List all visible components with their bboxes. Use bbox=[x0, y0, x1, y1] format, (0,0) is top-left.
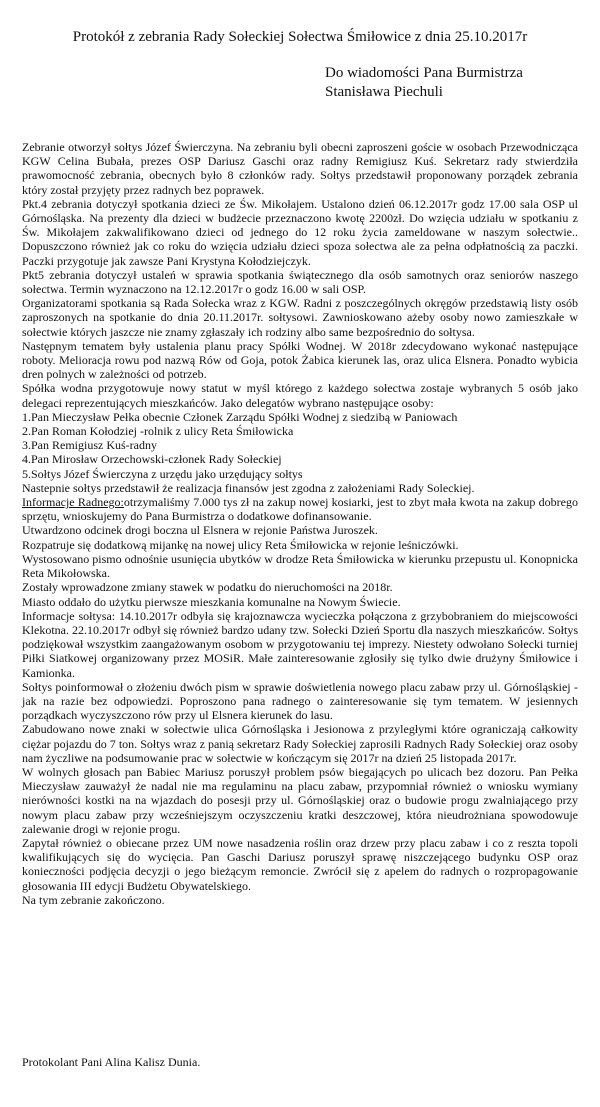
paragraph-housing: Miasto oddało do użytku pierwsze mieszkania komunalne na Nowym Świecie. bbox=[22, 594, 401, 609]
delegate-5: 5.Sołtys Józef Świerczyna z urzędu jako urzędujący sołtys bbox=[22, 466, 303, 481]
paragraph-soltys-info: Informacje sołtysa: 14.10.2017r odbyła się krajoznawcza wycieczka połączona z grzybobraniem do miejscowości Klekotna. 22.10.2017r odbył się również bardzo udany tzw. Sołecki Dzień Sportu dla naszych mieszkańców. Sołtys podziękował wszystkim zaangażowanym osobom w przygotowaniu tej imprezy. Niestety odwołano Sołecki turniej Piłki Siatkowej organizowany przez MOSiR. Małe zainteresowanie zgłosiły się tylko dwie drużyny Śmiłowice i Kamionka. bbox=[22, 608, 578, 680]
delegate-1: 1.Pan Mieczysław Pełka obecnie Członek Zarządu Spółki Wodnej z siedzibą w Paniowach bbox=[22, 409, 458, 424]
paragraph-closing: Na tym zebranie zakończono. bbox=[22, 892, 165, 907]
document-body bbox=[22, 140, 578, 907]
paragraph-lighting: Sołtys poinformował o złożeniu dwóch pism w sprawie doświetlenia nowego placu zabaw przy ul. Górnośląskiej -jak na razie bez odpowiedzi. Poproszono pana radnego o zainteresowanie się tym tematem. W jesiennych porządkach wyczyszczono rów przy ul Elsnera kierunek do lasu. bbox=[22, 679, 578, 723]
delegate-4: 4.Pan Mirosław Orzechowski-członek Rady Sołeckiej bbox=[22, 452, 282, 467]
paragraph-questions: Zapytał również o obiecane przez UM nowe nasadzenia roślin oraz drzew przy placu zabaw i co z reszta topoli kwalifikujących się do wycięcia. Pan Gaschi Dariusz poruszył sprawę niszczejącego budynku OSP oraz konieczności podjęcia decyzji o jego bieżącym remoncie. Zwrócił się z apelem do radnych o rozpropagowanie głosowania III edycji Budżetu Obywatelskiego. bbox=[22, 835, 578, 893]
delegate-3: 3.Pan Remigiusz Kuś-radny bbox=[22, 438, 157, 453]
paragraph-passing-place: Rozpatruje się dodatkową mijankę na nowej ulicy Reta Śmiłowicka w rejonie leśniczówki. bbox=[22, 537, 459, 552]
paragraph-statute: Spółka wodna przygotowuje nowy statut w myśl którego z każdego sołectwa zostaje wybranych 5 osób jako delegaci reprezentujących mieszkańców. Jako delegatów wybrano następujące osoby: bbox=[22, 381, 578, 410]
paragraph-item-5: Pkt5 zebrania dotyczył ustaleń w sprawia spotkania świątecznego dla osób samotnych oraz seniorów naszego sołectwa. Termin wyznaczono na 12.12.2017r o godz 16.00 w sali OSP. bbox=[22, 267, 578, 297]
paragraph-organizers: Organizatorami spotkania są Rada Sołecka wraz z KGW. Radni z poszczególnych okręgów przedstawią listy osób zaproszonych na spotkanie do dnia 20.11.2017r. sołtysowi. Zawnioskowano ażeby osoby nowo zamieszkałe w sołectwie których jaszcze nie znamy zgłaszały ich rodziny albo same bezpośrednio do sołtysa. bbox=[22, 296, 578, 339]
paragraph-road: Utwardzono odcinek drogi boczna ul Elsnera w rejonie Państwa Juroszek. bbox=[22, 523, 378, 538]
delegate-2: 2.Pan Roman Kołodziej -rolnik z ulicy Reta Śmiłowicka bbox=[22, 424, 294, 439]
signature: Protokolant Pani Alina Kalisz Dunia. bbox=[22, 1055, 201, 1069]
document-title: Protokół z zebrania Rady Sołeckiej Sołectwa Śmiłowice z dnia 25.10.2017r bbox=[72, 29, 528, 45]
paragraph-water-company: Następnym tematem były ustalenia planu pracy Spółki Wodnej. W 2018r zdecydowano wykonać następujące roboty. Melioracja rowu pod nazwą Rów od Goja, potok Żabica kierunek las, oraz ulica Elsnera. Ponadto wybicia dren polnych w zależności od potrzeb. bbox=[22, 338, 578, 382]
paragraph-tax: Zostały wprowadzone zmiany stawek w podatku do nieruchomości na 2018r. bbox=[22, 580, 393, 595]
addressee-line-2: Stanisława Piechuli bbox=[325, 84, 443, 100]
addressee-line-1: Do wiadomości Pana Burmistrza bbox=[325, 65, 523, 81]
paragraph-radny-info bbox=[22, 495, 578, 523]
paragraph-free-voices: W wolnych głosach pan Babiec Mariusz poruszył problem psów biegających po ulicach bez dozoru. Pan Pełka Mieczysław zauważył że nadal nie ma regulaminu na placu zabaw, przypomniał również o wniosku wymiany nierówności kostki na na wjazdach do posesji przy ul. Górnośląskiej oraz o budowie progu zwalniającego przy nowym placu zabaw przy wcześniejszym oczyszczeniu kratki deszczowej, która nieudrożniana spowodowuje zalewanie drogi w rejonie progu. bbox=[22, 764, 578, 836]
paragraph-opening: Zebranie otworzył sołtys Józef Świerczyna. Na zebraniu byli obecni zaproszeni goście w osobach Przewodnicząca KGW Celina Bubała, prezes OSP Dariusz Gaschi oraz radny Remigiusz Kuś. Sekretarz rady stwierdziła prawomocność zebrania, obecnych było 8 członków rady. Sołtys przedstawił proponowany porządek zebrania który został przyjęty przez radnych bez poprawek. bbox=[22, 140, 578, 197]
paragraph-finances: Nastepnie sołtys przedstawił że realizacja finansów jest zgodna z założeniami Rady Soleckiej. bbox=[22, 480, 475, 495]
radny-info-text: otrzymaliśmy 7.000 tys zł na zakup nowej kosiarki, jest to zbyt mała kwota na zakup dobrego sprzętu, wnioskujemy do Pana Burmistrza o dodatkowe dofinansowanie. bbox=[22, 495, 578, 524]
paragraph-signs: Zabudowano nowe znaki w sołectwie ulica Górnośląska i Jesionowa z przyległymi które ograniczają całkowity ciężar pojazdu do 7 ton. Sołtys wraz z panią sekretarz Rady Sołeckiej zaprosili Radnych Rady Sołeckiej oraz osoby nam życzliwe na podsumowanie prac w sołectwie w kończącym się 2017r na dzień 25 listopada 2017r. bbox=[22, 722, 578, 765]
radny-info-label: Informacje Radnego: bbox=[22, 495, 124, 510]
addressee-block bbox=[325, 64, 523, 102]
paragraph-letter: Wystosowano pismo odnośnie usunięcia ubytków w drodze Reta Śmiłowicka w kierunku przepustu ul. Konopnicka Reta Mikołowska. bbox=[22, 551, 578, 581]
paragraph-item-4: Pkt.4 zebrania dotyczył spotkania dzieci ze Św. Mikołajem. Ustalono dzień 06.12.2017r godz 17.00 sala OSP ul Górnośląska. Na prezenty dla dzieci w budżecie przeznaczono kwotę 2200zł. Do wzięcia udziału w spotkaniu z Św. Mikołajem zakwalifikowano dzieci od jednego do 12 roku życia zameldowane w naszym sołectwie.. Dopuszczono również jak co roku do wzięcia udziału dzieci spoza sołectwa ale za pełna odpłatnością za paczki. Paczki przygotuje jak zawsze Pani Krystyna Kołodziejczyk. bbox=[22, 196, 578, 268]
